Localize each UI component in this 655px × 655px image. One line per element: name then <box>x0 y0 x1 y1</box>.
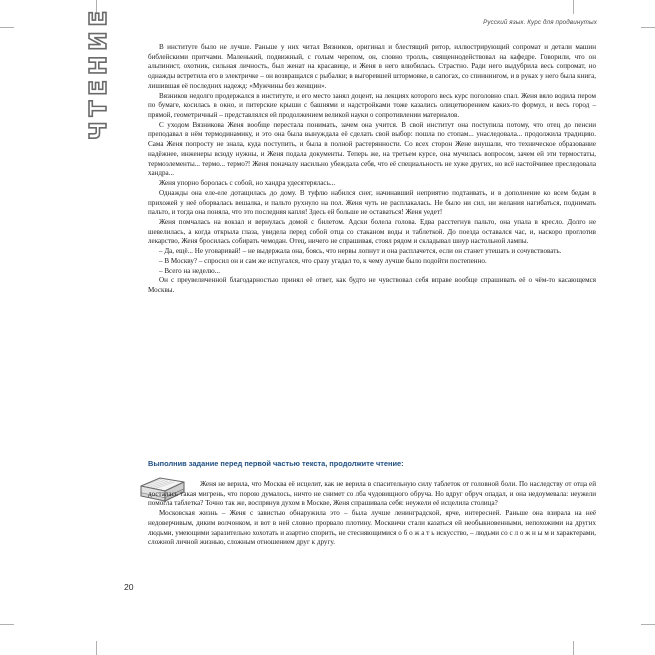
paragraph: С уходом Вязникова Женя вообще перестала понимать, зачем она учится. В свой институт она поступила потому, что отец до пенсии преподавал в нём термодинамику, и это она была вынуждала её сделать свой выбор: пошла по стопам... унаследовала... продолжила традицию. Сама Женя попросту не знала, куда поступить, и была в полной растерянности. Со всех сторон Жене внушали, что техническое образование надёжнее, инженеры всюду нужны, и Женя подала документы. Теперь же, на третьем курсе, она мучилась вопросом, зачем ей эти термостаты, термоэлементы... термо... термо?! Женя поначалу насильно убеждала себя, что её специальность не хуже других, но всё настойчивее преследовала хандра... <box>148 120 596 178</box>
crop-mark <box>573 0 574 14</box>
crop-mark <box>96 641 97 655</box>
paragraph: Однажды она еле-еле дотащилась до дому. В туфлю набился снег, начинавший неприятно подтаивать, и в дополнение ко всем бедам в прихожей у неё оборвалась вешалка, и пальто рухнуло на пол. Женя чуть не расплакалась. Не было ни сил, ни желания нагибаться, поднимать пальто, и тогда она поняла, что это последняя капля! Здесь ей больше не оставаться! Женя уедет! <box>148 188 596 217</box>
section-title: ЧТЕНИЕ <box>86 5 112 140</box>
body-text <box>148 43 596 296</box>
crop-mark <box>573 641 574 655</box>
crop-mark <box>0 624 14 625</box>
paragraph: Женя упорно боролась с собой, но хандра удесятерялась... <box>159 179 336 188</box>
task-text <box>148 480 596 548</box>
crop-mark <box>0 27 14 28</box>
paragraph: Женя помчалась на вокзал и вернулась домой с билетом. Адски болела голова. Едва расстегнув пальто, она упала в кресло. Долго не шевелилась, а когда открыла глаза, увидела перед собой отца со стаканом воды и таблеткой. До поезда оставался час, и, наскоро проглотив лекарство, Женя бросилась собирать чемодан. Отец, ничего не спрашивая, стоял рядом и складывал шнур настольной лампы. <box>148 217 596 246</box>
paragraph: – Всего на неделю... <box>159 266 220 275</box>
paragraph: Московская жизнь – Женя с завистью обнаружила это – была лучше ленинградской, ярче, интересней. Раньше она взирала на неё недоверчивым, диким волчонком, и вот в ней словно прорвало плотину. Москвичи стали казаться ей необыкновенными, непохожими на других людьми, умеющими заразительно хохотать и азартно спорить, не стесняющимися о б о ж а т ь искусство, – людьми со с л о ж н ы м и характерами, сложной личной жизнью, сложным отношением друг к другу. <box>148 509 596 547</box>
paragraph: Женя не верила, что Москва её исцелит, как не верила в спасительную силу таблеток от головной боли. По наследству от отца ей досталась такая мигрень, что порою думалось, ничто не снимет со лба чудовищного обруча. Но вдруг обруч опадал, и она недоумевала: неужели помогла таблетка? Точно так же, воспрянув духом в Москве, Женя спрашивала себя: неужели её исцелила столица? <box>148 480 596 508</box>
paragraph: – В Москву? – спросил он и сам же испугался, что сразу угадал то, к чему лучше было подойти постепенно. <box>159 256 487 265</box>
running-header: Русский язык. Курс для продвинутых <box>483 19 597 26</box>
page-number: 20 <box>124 582 134 592</box>
task-heading: Выполнив задание перед первой частью текста, продолжите чтение: <box>148 459 404 468</box>
paragraph: Вязников недолго продержался в институте, и его место занял доцент, на лекциях которого весь курс поголовно спал. Женя вяло водила пером по бумаге, косилась в окно, и питерские крыши с башнями и надстройками тоже казались олицетворением каких-то формул, и весь город – прямой, геометричный – представлялся ей продолжением великой науки о сопротивлении материалов. <box>148 91 596 120</box>
paragraph: – Да, ещё... Не уговаривай! – не выдержала она, боясь, что нервы лопнут и она расплачется, если он станет утешать и сочувствовать. <box>159 247 562 256</box>
paragraph: В институте было не лучше. Раньше у них читал Вязников, оригинал и блестящий ритор, иллюстрирующий сопромат и детали машин библейскими притчами. Маленький, подвижный, с голым черепом, он, словно тролль, священнодействовал на кафедре. Говорили, что он альпинист, охотник, сильная личность, был женат на красавице, и Женя в него влюбилась. Страстно. Ради него выдубрила весь сопромат, но однажды встретила его в электричке – он возвращался с рыбалки; в выгоревшей штормовке, в сапогах, со спиннингом, и в руках у него была книга, лишившая её последних надежд: «Мужчины без женщин». <box>148 43 596 90</box>
crop-mark <box>641 27 655 28</box>
paragraph: Он с преувеличенной благодарностью принял её ответ, как будто не чувствовал себя вправе вообще спрашивать её о чём-то касающемся Москвы. <box>148 276 596 294</box>
crop-mark <box>641 624 655 625</box>
